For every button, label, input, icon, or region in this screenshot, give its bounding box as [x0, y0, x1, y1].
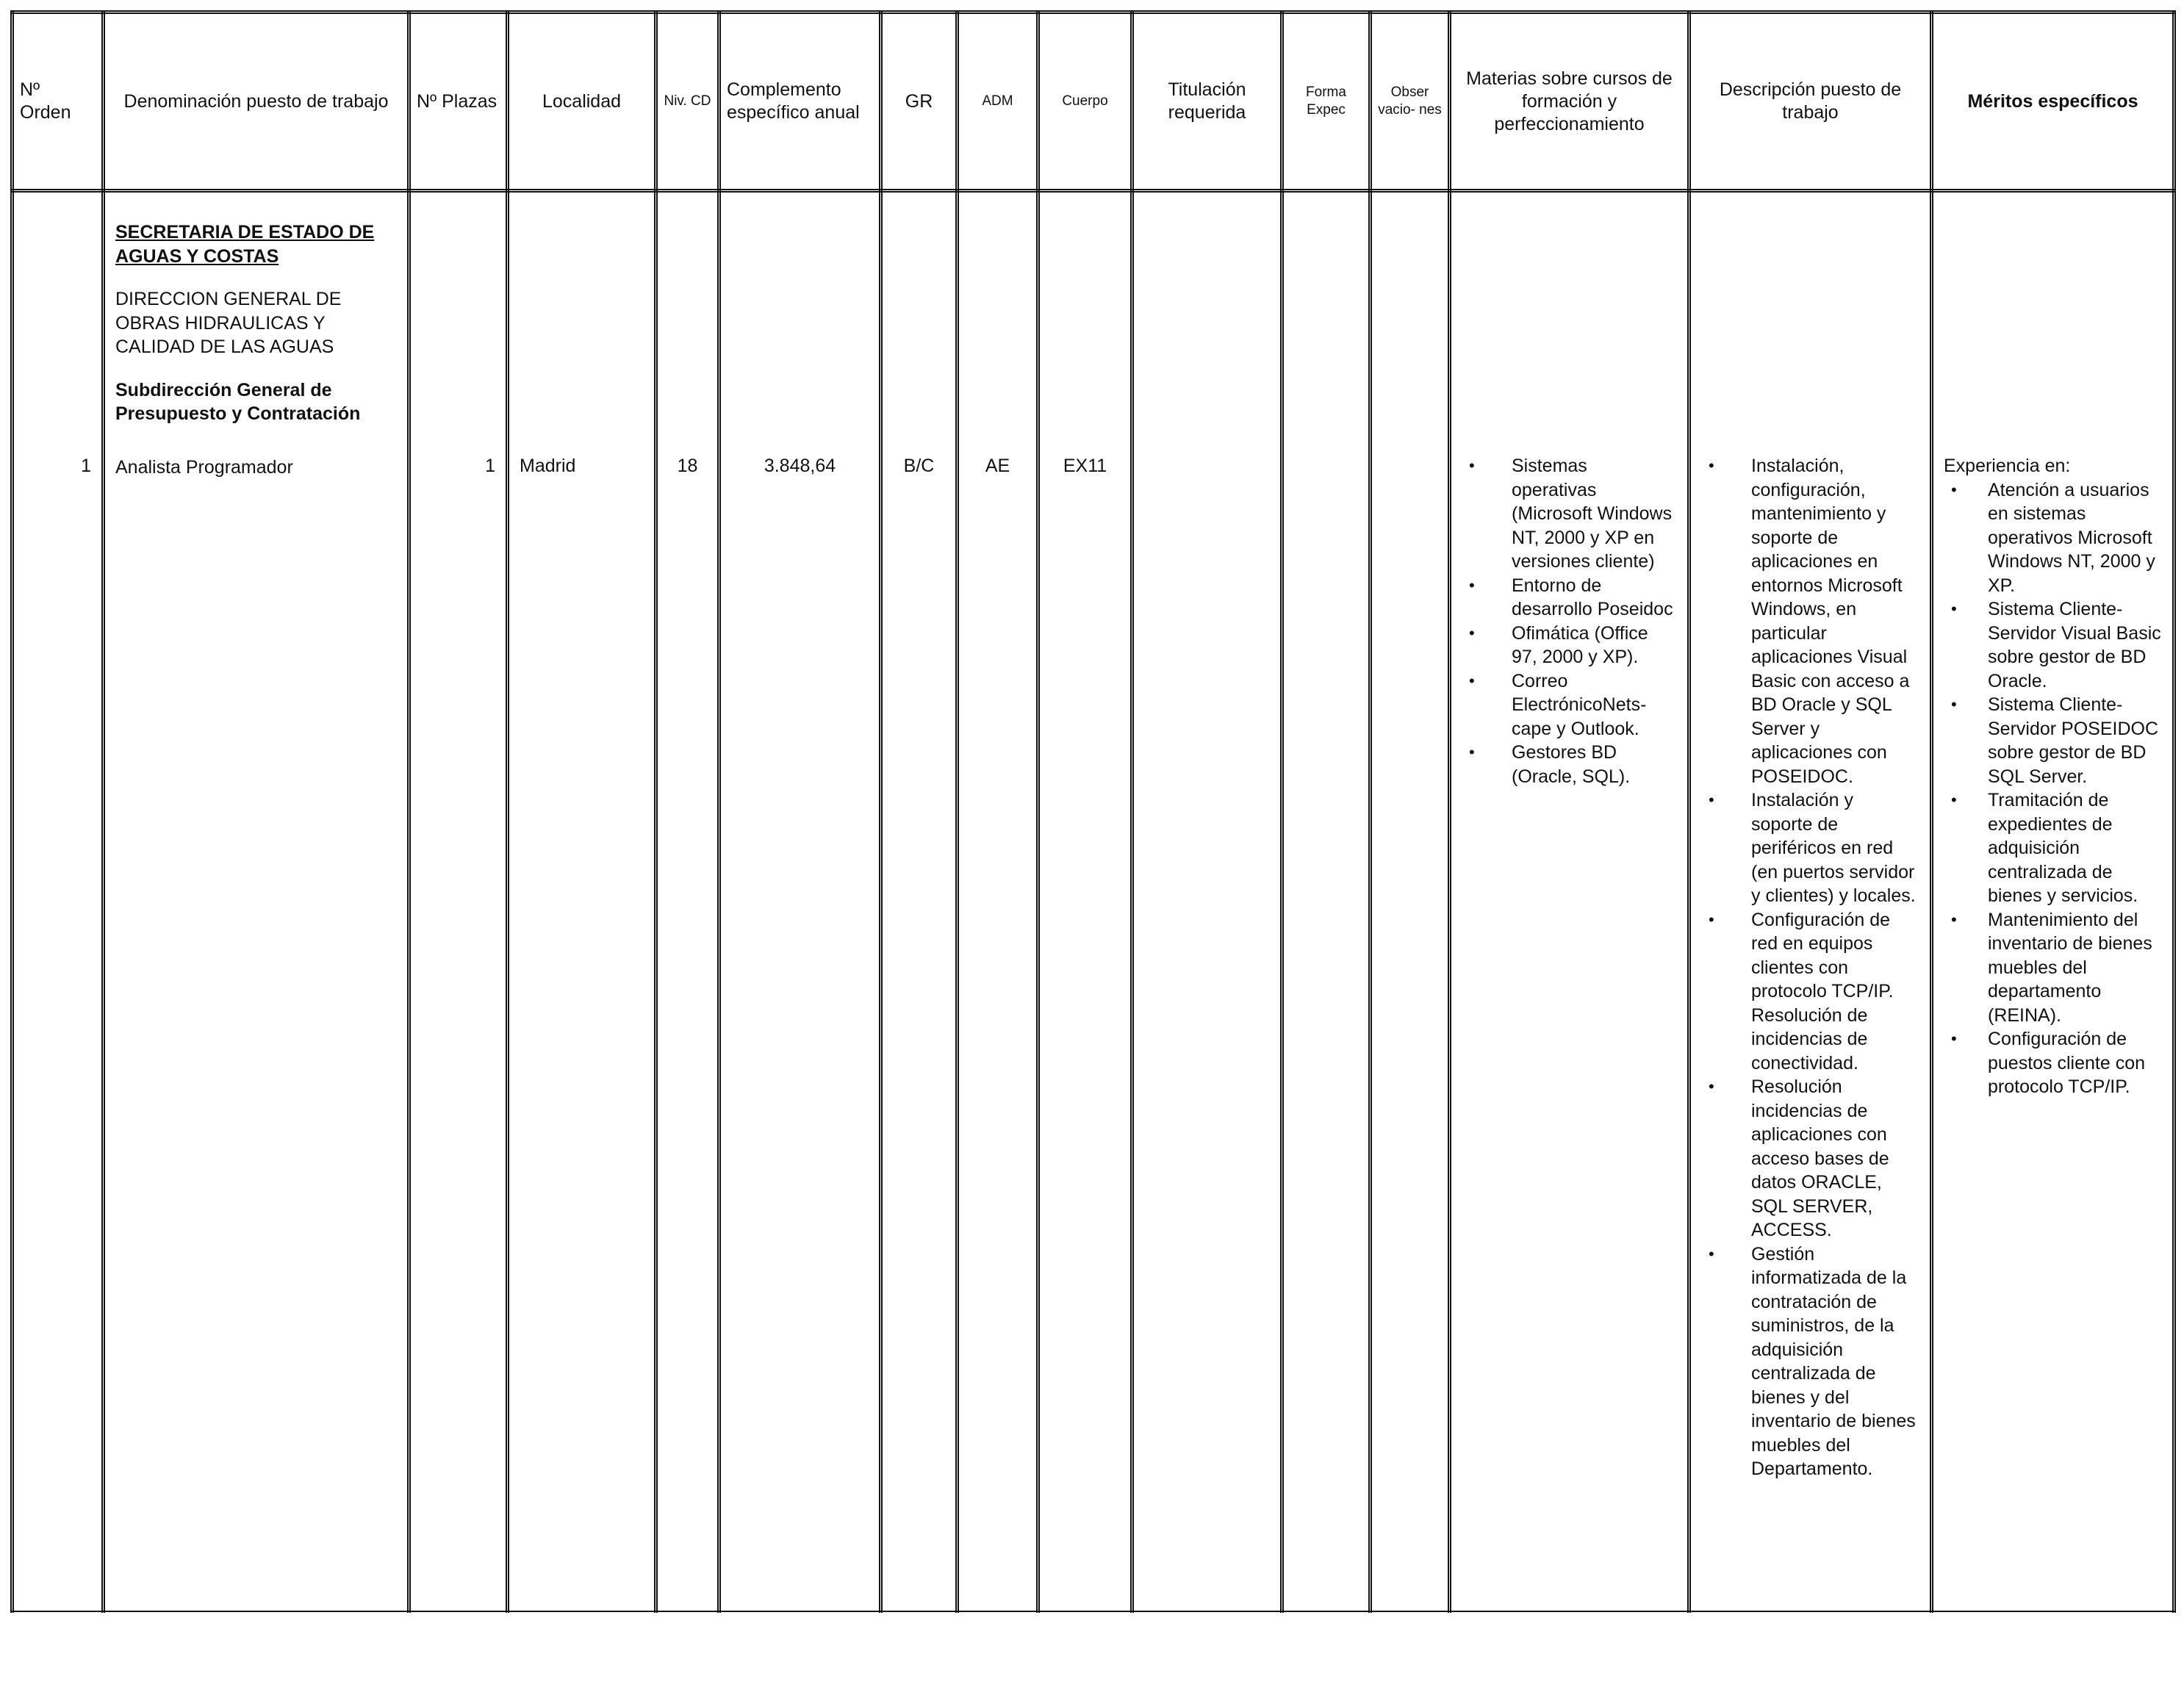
adm-value: AE — [985, 456, 1010, 476]
list-item: • Sistemas operativas (Microsoft Windows NT, 2000 y XP en versiones cliente) — [1462, 454, 1677, 574]
header-nivel-cd: Niv. CD — [656, 12, 719, 191]
list-item: • Atención a usuarios en sistemas operativos Microsoft Windows NT, 2000 y XP. — [1944, 478, 2162, 598]
header-observaciones: Obser vacio- nes — [1371, 12, 1450, 191]
header-forma-expec: Forma Expec — [1282, 12, 1371, 191]
descripcion-list — [1701, 454, 1919, 1481]
cell-cuerpo — [1038, 191, 1132, 1613]
cell-plazas — [409, 191, 508, 1613]
header-orden: Nº Orden — [12, 12, 104, 191]
header-complemento: Complemento específico anual — [719, 12, 881, 191]
complemento-value: 3.848,64 — [764, 456, 836, 476]
cell-adm — [958, 191, 1038, 1613]
localidad-value: Madrid — [520, 456, 576, 476]
list-item: • Configuración de puestos cliente con protocolo TCP/IP. — [1944, 1027, 2162, 1099]
cell-descripcion — [1689, 191, 1932, 1613]
secretaria-title: SECRETARIA DE ESTADO DE AGUAS Y COSTAS — [115, 222, 375, 267]
header-gr: GR — [881, 12, 958, 191]
header-materias: Materias sobre cursos de formación y perfeccionamiento — [1450, 12, 1689, 191]
meritos-intro: Experiencia en: — [1944, 456, 2071, 476]
header-cuerpo: Cuerpo — [1038, 12, 1132, 191]
meritos-list — [1944, 478, 2162, 1099]
forma-expec-value — [1284, 193, 1368, 454]
cell-nivel-cd — [656, 191, 719, 1613]
list-item: • Correo ElectrónicoNets-cape y Outlook. — [1462, 669, 1677, 741]
cell-meritos — [1932, 191, 2174, 1613]
gr-value: B/C — [903, 456, 935, 476]
list-item: • Tramitación de expedientes de adquisición centralizada de bienes y servicios. — [1944, 788, 2162, 908]
direccion-general: DIRECCION GENERAL DE OBRAS HIDRAULICAS Y CALIDAD DE LAS AGUAS — [115, 289, 342, 357]
list-item: • Sistema Cliente-Servidor Visual Basic sobre gestor de BD Oracle. — [1944, 597, 2162, 693]
list-item: • Ofimática (Office 97, 2000 y XP). — [1462, 622, 1677, 669]
puesto-denominacion: Analista Programador — [115, 456, 293, 478]
list-item: • Gestión informatizada de la contratación de suministros, de la adquisición centralizada de bienes y del inventario de bienes muebles del Departamento. — [1701, 1243, 1919, 1481]
header-row — [12, 12, 2174, 191]
header-denominacion: Denominación puesto de trabajo — [104, 12, 409, 191]
cell-forma-expec — [1282, 191, 1371, 1613]
list-item: • Gestores BD (Oracle, SQL). — [1462, 741, 1677, 788]
cell-titulacion — [1132, 191, 1282, 1613]
header-adm: ADM — [958, 12, 1038, 191]
list-item: • Entorno de desarrollo Poseidoc — [1462, 574, 1677, 622]
header-meritos: Méritos específicos — [1932, 12, 2174, 191]
cell-denominacion — [104, 191, 409, 1613]
header-localidad: Localidad — [508, 12, 656, 191]
orden-value: 1 — [81, 456, 91, 476]
cell-materias — [1450, 191, 1689, 1613]
cell-observaciones — [1371, 191, 1450, 1613]
observaciones-value — [1372, 193, 1448, 454]
list-item: • Instalación, configuración, mantenimiento y soporte de aplicaciones en entornos Microsoft Windows, en particular aplicaciones Visual Basic con acceso a BD Oracle y SQL Server y aplicaciones con POSEIDOC. — [1701, 454, 1919, 788]
plazas-value: 1 — [485, 456, 495, 476]
cell-orden — [12, 191, 104, 1613]
cell-complemento — [719, 191, 881, 1613]
header-plazas: Nº Plazas — [409, 12, 508, 191]
cell-localidad — [508, 191, 656, 1613]
page-bottom-margin — [0, 1613, 2184, 1701]
list-item: • Sistema Cliente-Servidor POSEIDOC sobre gestor de BD SQL Server. — [1944, 693, 2162, 788]
cell-gr — [881, 191, 958, 1613]
cuerpo-value: EX11 — [1063, 456, 1107, 476]
materias-list — [1462, 454, 1677, 788]
nivel-cd-value: 18 — [677, 456, 698, 476]
list-item: • Instalación y soporte de periféricos en red (en puertos servidor y clientes) y locales. — [1701, 788, 1919, 908]
header-descripcion: Descripción puesto de trabajo — [1689, 12, 1932, 191]
subdireccion-general: Subdirección General de Presupuesto y Contratación — [115, 379, 361, 424]
list-item: • Configuración de red en equipos clientes con protocolo TCP/IP. Resolución de incidencias de conectividad. — [1701, 908, 1919, 1076]
positions-table — [10, 10, 2176, 1614]
header-titulacion: Titulación requerida — [1132, 12, 1282, 191]
list-item: • Resolución incidencias de aplicaciones con acceso bases de datos ORACLE, SQL SERVER, ACCESS. — [1701, 1075, 1919, 1243]
list-item: • Mantenimiento del inventario de bienes muebles del departamento (REINA). — [1944, 908, 2162, 1028]
titulacion-value — [1134, 193, 1280, 454]
table-row — [12, 191, 2174, 1613]
